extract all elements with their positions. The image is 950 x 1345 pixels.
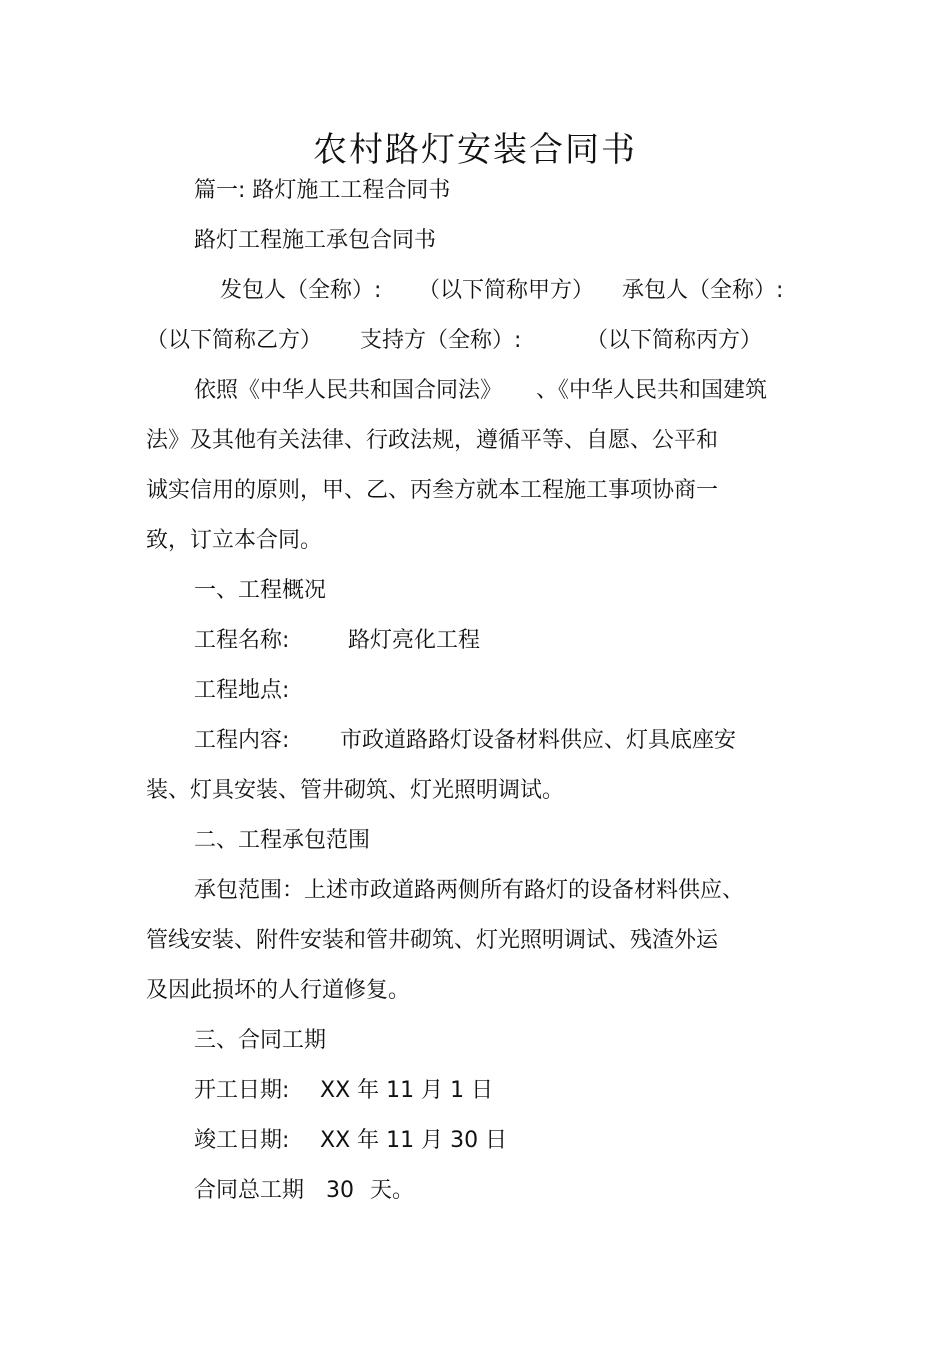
end-date-value: XX 年 11 月 30 日 — [320, 1128, 508, 1153]
start-date-value: XX 年 11 月 1 日 — [320, 1078, 494, 1103]
para1-line4: 致，订立本合同。 — [146, 528, 323, 553]
total-duration-label: 合同总工期 — [194, 1178, 305, 1203]
project-content-line2: 装、灯具安装、管井砌筑、灯光照明调试。 — [146, 778, 565, 803]
start-date-label: 开工日期: — [194, 1078, 290, 1103]
party-supporter-label: 支持方（全称）: — [360, 328, 522, 353]
party-contractor-abbrev: （以下简称乙方） — [146, 328, 323, 353]
project-content-line1: 市政道路路灯设备材料供应、灯具底座安 — [340, 728, 737, 753]
para1-line1a: 依照《中华人民共和国合同法》 — [194, 378, 503, 403]
heading-sub: 路灯工程施工承包合同书 — [194, 228, 437, 253]
heading-part: 篇一: 路灯施工工程合同书 — [194, 178, 451, 203]
scope-line3: 及因此损坏的人行道修复。 — [146, 978, 411, 1003]
project-name-label: 工程名称: — [194, 628, 290, 653]
party-contractor-label: 承包人（全称）: — [622, 278, 784, 303]
document-title: 农村路灯安装合同书 — [313, 130, 637, 170]
party-employer-abbrev: （以下简称甲方） — [418, 278, 595, 303]
party-supporter-abbrev: （以下简称丙方） — [586, 328, 763, 353]
section2-title: 二、工程承包范围 — [194, 828, 371, 853]
party-employer-label: 发包人（全称）: — [220, 278, 382, 303]
para1-line3: 诚实信用的原则，甲、乙、丙叁方就本工程施工事项协商一 — [146, 478, 719, 503]
section3-title: 三、合同工期 — [194, 1028, 327, 1053]
para1-line1b: 、《中华人民共和国建筑 — [536, 378, 768, 403]
section1-title: 一、工程概况 — [194, 578, 327, 603]
project-site-label: 工程地点: — [194, 678, 290, 703]
scope-line2: 管线安装、附件安装和管井砌筑、灯光照明调试、残渣外运 — [146, 928, 719, 953]
total-duration-unit: 天。 — [370, 1178, 415, 1203]
total-duration-number: 30 — [326, 1178, 354, 1203]
scope-line1: 承包范围：上述市政道路两侧所有路灯的设备材料供应、 — [194, 878, 745, 903]
end-date-label: 竣工日期: — [194, 1128, 290, 1153]
project-content-label: 工程内容: — [194, 728, 290, 753]
project-name-value: 路灯亮化工程 — [348, 628, 481, 653]
para1-line2: 法》及其他有关法律、行政法规，遵循平等、自愿、公平和 — [146, 428, 719, 453]
